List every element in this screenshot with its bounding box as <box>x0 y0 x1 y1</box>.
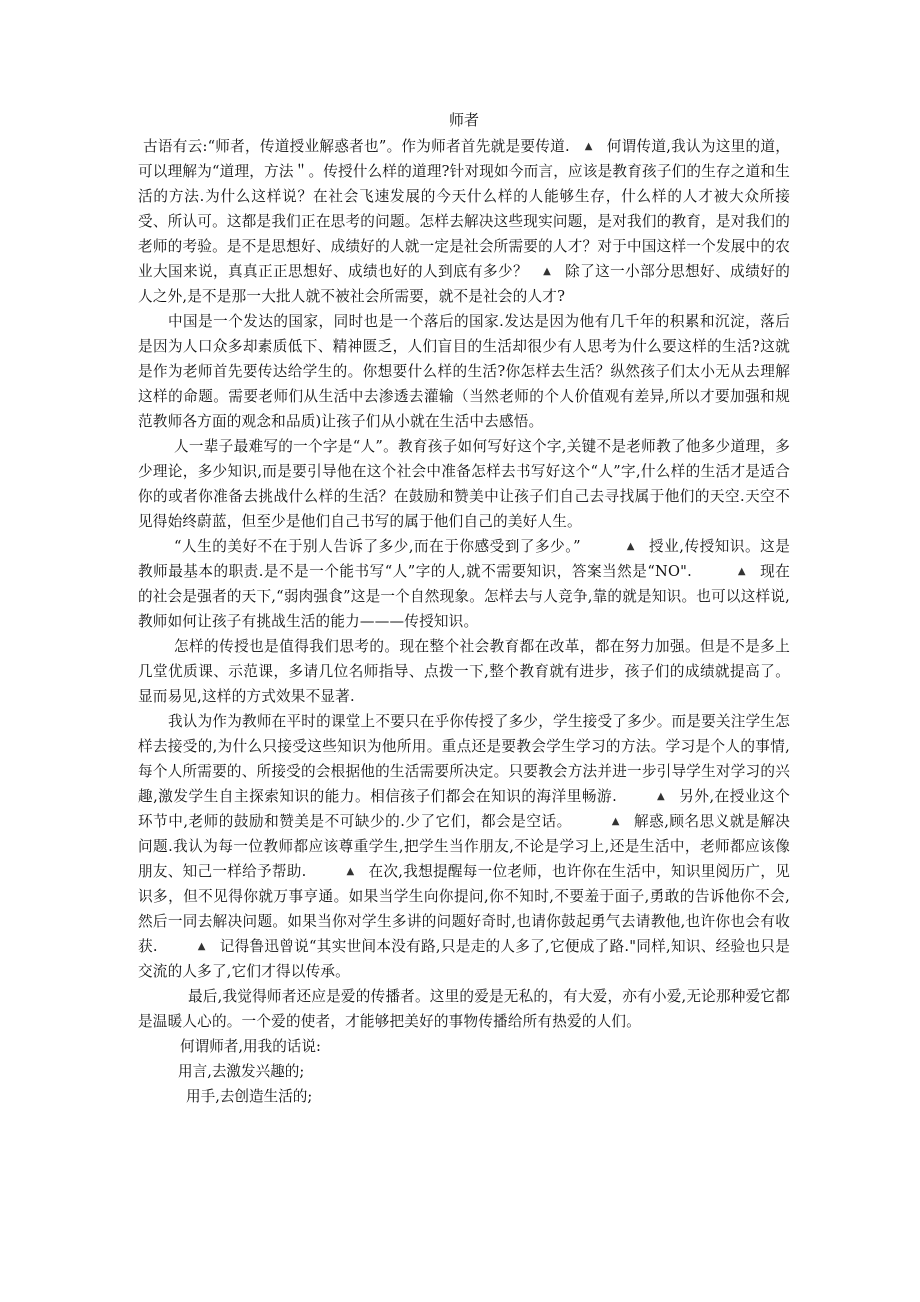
paragraph-1-part-b: 何谓传道,我认为这里的道，可以理解为“道理，方法＂。传授什么样的道理?针对现如今而言，应该是教育孩子们的生存之道和生活的方法.为什么这样说？在社会飞速发展的今天什么样的人能够生存，什么样的人才被大众所接受、所认可。这都是我们正在思考的问题。怎样去解决这些现实问题，是对我们的教育，是对我们的老师的考验。是不是思想好、成绩好的人就一定是社会所需要的人才？对于中国这样一个发展中的农业大国来说，真真正正思想好、成绩也好的人到底有多少？ <box>138 138 790 280</box>
paragraph-3: 人一辈子最难写的一个字是“人”。教育孩子如何写好这个字,关键不是老师教了他多少道理，多少理论，多少知识,而是要引导他在这个社会中准备怎样去书写好这个“人”字,什么样的生活才是适合你的或者你准备去挑战什么样的生活？在鼓励和赞美中让孩子们自己去寻找属于他们的天空.天空不见得始终蔚蓝，但至少是他们自己书写的属于他们自己的美好人生。 <box>138 438 790 530</box>
triangle-mark-icon: ▲ <box>657 791 665 802</box>
paragraph-6-part-a: 我认为作为教师在平时的课堂上不要只在乎你传授了多少，学生接受了多少。而是要关注学生怎样去接受的,为什么只接受这些知识为他所用。重点还是要教会学生学习的方法。学习是个人的事情,每个人所需要的、所接受的会根据他的生活需要所决定。只要教会方法并进一步引导学生对学习的兴趣,激发学生自主探索知识的能力。相信孩子们都会在知识的海洋里畅游. <box>138 713 790 805</box>
triangle-mark-icon: ▲ <box>584 141 593 152</box>
closing-line-3: 用手,去创造生活的; <box>186 1088 313 1105</box>
paragraph-6-part-e: 记得鲁迅曾说“其实世间本没有路,只是走的人多了,它便成了路."同样,知识、经验也只是交流的人多了,它们才得以传承。 <box>138 938 790 980</box>
paragraph-4 <box>138 534 790 634</box>
paragraph-1-part-a: 古语有云:“师者，传道授业解惑者也”。作为师者首先就是要传道. <box>143 138 570 155</box>
paragraph-6 <box>138 709 790 984</box>
document-page <box>138 108 790 1109</box>
paragraph-1-part-c: 除了这一小部分思想好、成绩好的人之外,是不是那一大批人就不被社会所需要，就不是社会的人才? <box>138 263 790 305</box>
paragraph-1 <box>138 134 790 309</box>
closing-line-2: 用言,去激发兴趣的; <box>178 1063 305 1080</box>
triangle-mark-icon: ▲ <box>611 816 620 827</box>
paragraph-2: 中国是一个发达的国家，同时也是一个落后的国家.发达是因为他有几千年的积累和沉淀，落后是因为人口众多却素质低下、精神匮乏，人们盲目的生活却很少有人思考为什么要这样的生活?这就是作为老师首先要传达给学生的。你想要什么样的生活?你怎样去生活？纵然孩子们太小无从去理解这样的命题。需要老师们从生活中去渗透去灌输（当然老师的个人价值观有差异,所以才要加强和规范教师各方面的观念和品质)让孩子们从小就在生活中去感悟。 <box>138 313 790 430</box>
paragraph-6-part-d: 在次,我想提醒每一位老师，也许你在生活中，知识里阅历广，见识多，但不见得你就万事亨通。如果当学生向你提问,你不知时,不要羞于面子,勇敢的告诉他你不会,然后一同去解决问题。如果当你对学生多讲的问题好奇时,也请你鼓起勇气去请教他,也许你也会有收获. <box>138 863 790 955</box>
closing-line-1: 何谓师者,用我的话说: <box>180 1038 321 1055</box>
paragraph-5: 怎样的传授也是值得我们思考的。现在整个社会教育都在改革，都在努力加强。但是不是多上几堂优质课、示范课，多请几位名师指导、点拨一下,整个教育就有进步，孩子们的成绩就提高了。显而易见,这样的方式效果不显著. <box>138 638 790 705</box>
triangle-mark-icon: ▲ <box>543 266 551 277</box>
triangle-mark-icon: ▲ <box>737 566 746 577</box>
triangle-mark-icon: ▲ <box>626 541 635 552</box>
paragraph-4-part-c: 现在的社会是强者的天下,“弱肉强食”这是一个自然现象。怎样去与人竞争,靠的就是知识。也可以这样说,教师如何让孩子有挑战生活的能力———传授知识。 <box>138 563 790 630</box>
paragraph-4-quote: “人生的美好不在于别人告诉了多少,而在于你感受到了多少。” <box>174 538 581 555</box>
paragraph-7: 最后,我觉得师者还应是爱的传播者。这里的爱是无私的，有大爱，亦有小爱,无论那种爱它都是温暖人心的。一个爱的使者，才能够把美好的事物传播给所有热爱的人们。 <box>138 988 790 1030</box>
paragraph-6-part-c: 解惑,顾名思义就是解决问题.我认为每一位教师都应该尊重学生,把学生当作朋友,不论是学习上,还是生活中，老师都应该像朋友、知己一样给予帮助. <box>138 813 791 880</box>
triangle-mark-icon: ▲ <box>197 941 206 952</box>
paragraph-6-part-b: 另外,在授业这个环节中,老师的鼓励和赞美是不可缺少的.少了它们，都会是空话。 <box>138 788 790 830</box>
triangle-mark-icon: ▲ <box>346 866 355 877</box>
paragraph-4-part-b: 授业,传授知识。这是教师最基本的职责.是不是一个能书写“人”字的人,就不需要知识，答案当然是“NO". <box>138 538 790 580</box>
document-title: 师者 <box>448 111 479 129</box>
